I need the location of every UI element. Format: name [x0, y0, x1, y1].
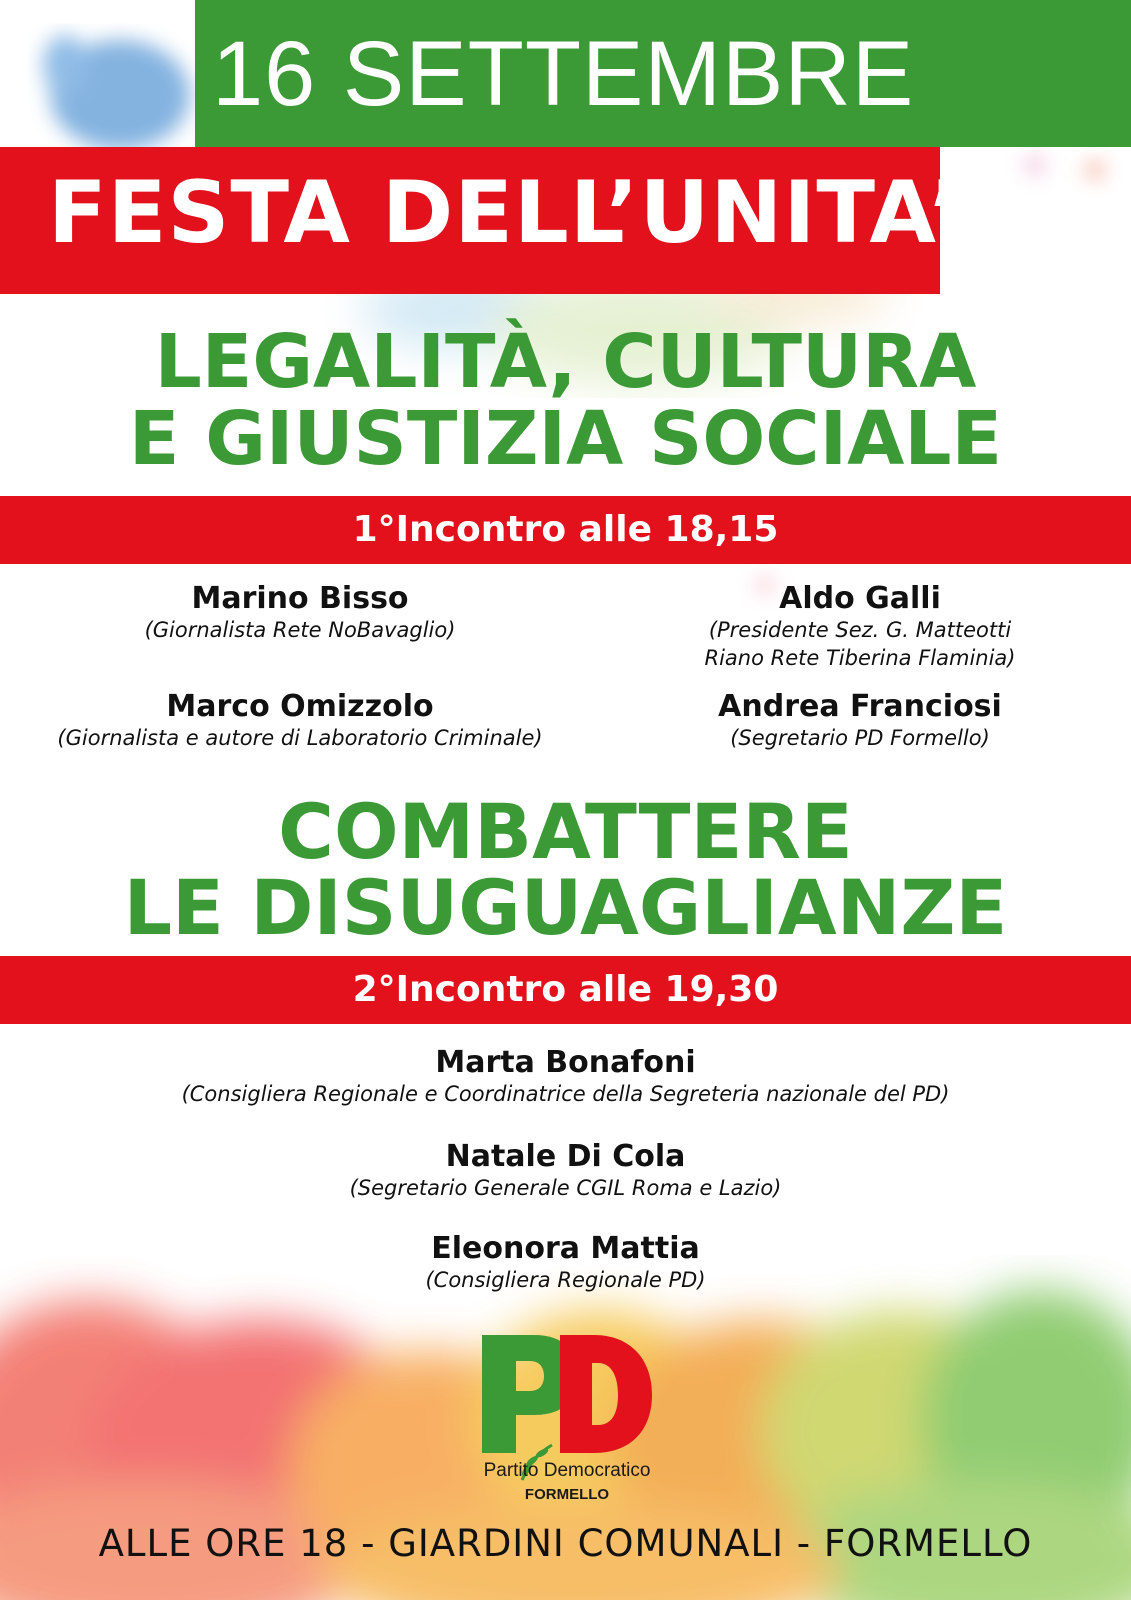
- speaker-role: (Consigliera Regionale PD): [425, 1268, 706, 1292]
- speaker-card: [0, 1140, 1131, 1202]
- session2-time-banner: 2°Incontro alle 19,30: [0, 956, 1131, 1024]
- speaker-name: Marino Bisso: [191, 581, 409, 616]
- speaker-card: [20, 690, 580, 752]
- speaker-role: (Segretario Generale CGIL Roma e Lazio): [349, 1176, 782, 1200]
- speaker-role: (Segretario PD Formello): [730, 726, 990, 750]
- party-name: Partito Democratico: [483, 1460, 651, 1481]
- speaker-card: [0, 1046, 1131, 1108]
- session2-title-line2: LE DISUGUAGLIANZE: [123, 863, 1008, 952]
- event-title: FESTA DELL’UNITA’: [48, 163, 963, 263]
- session1-time-banner: 1°Incontro alle 18,15: [0, 496, 1131, 564]
- speaker-name: Marco Omizzolo: [166, 689, 434, 724]
- speaker-name: Andrea Franciosi: [718, 689, 1002, 724]
- event-date: 16 SETTEMBRE: [212, 23, 915, 125]
- speaker-role: (Consigliera Regionale e Coordinatrice della Segreteria nazionale del PD): [181, 1082, 950, 1106]
- speaker-role: (Presidente Sez. G. Matteotti: [708, 618, 1012, 642]
- speaker-card: [660, 690, 1060, 752]
- speaker-name: Marta Bonafoni: [435, 1045, 696, 1080]
- speaker-card: [0, 1232, 1131, 1294]
- speaker-role: Riano Rete Tiberina Flaminia): [704, 646, 1016, 670]
- speaker-card: [660, 582, 1060, 672]
- session1-title-line2: E GIUSTIZIA SOCIALE: [128, 396, 1003, 482]
- session1-title-line1: LEGALITÀ, CULTURA: [154, 319, 977, 405]
- event-location-footer: ALLE ORE 18 - GIARDINI COMUNALI - FORMELLO: [98, 1522, 1033, 1565]
- speaker-role: (Giornalista Rete NoBavaglio): [144, 618, 456, 642]
- session2-title-line1: COMBATTERE: [278, 787, 853, 876]
- speaker-card: [100, 582, 500, 644]
- speaker-name: Eleonora Mattia: [431, 1231, 700, 1266]
- speaker-name: Natale Di Cola: [445, 1139, 686, 1174]
- party-town: FORMELLO: [524, 1486, 610, 1503]
- speaker-role: (Giornalista e autore di Laboratorio Criminale): [57, 726, 543, 750]
- speaker-name: Aldo Galli: [779, 581, 941, 616]
